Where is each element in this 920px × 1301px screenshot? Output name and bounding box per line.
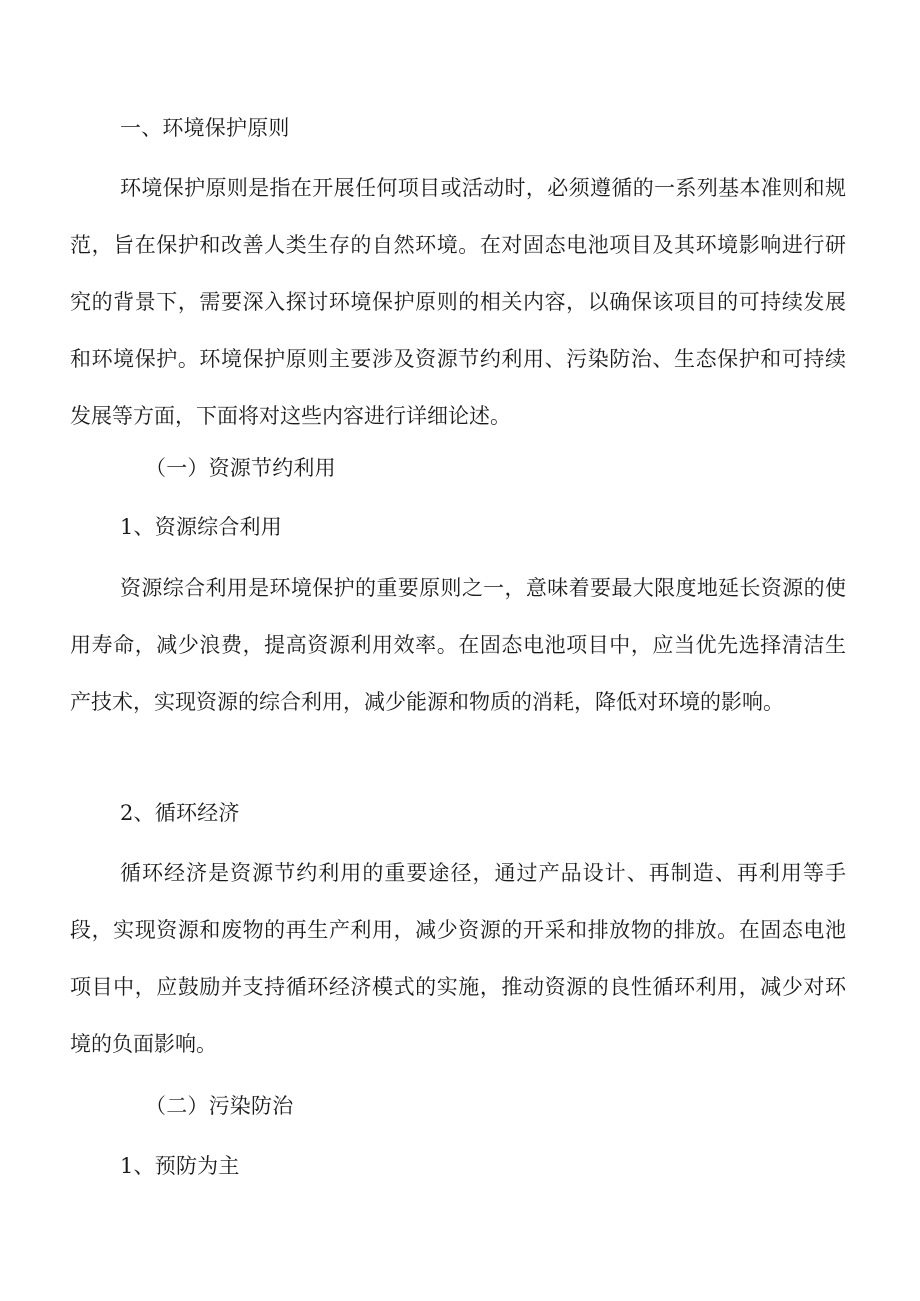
- item-heading-prevention: 1、预防为主: [120, 1154, 240, 1178]
- paragraph-circular-economy: 循环经济是资源节约利用的重要途径，通过产品设计、再制造、再利用等手段，实现资源和废物的再生产利用，减少资源的开采和排放物的排放。在固态电池项目中，应鼓励并支持循环经济模式的实施，推动资源的良性循环利用，减少对环境的负面影响。: [70, 861, 846, 1056]
- intro-paragraph: 环境保护原则是指在开展任何项目或活动时，必须遵循的一系列基本准则和规范，旨在保护和改善人类生存的自然环境。在对固态电池项目及其环境影响进行研究的背景下，需要深入探讨环境保护原则的相关内容，以确保该项目的可持续发展和环境保护。环境保护原则主要涉及资源节约利用、污染防治、生态保护和可持续发展等方面，下面将对这些内容进行详细论述。: [70, 176, 846, 428]
- item-heading-comprehensive-use: 1、资源综合利用: [120, 515, 282, 539]
- subsection-heading-resources: （一）资源节约利用: [145, 456, 336, 480]
- paragraph-comprehensive-use: 资源综合利用是环境保护的重要原则之一，意味着要最大限度地延长资源的使用寿命，减少浪费，提高资源利用效率。在固态电池项目中，应当优先选择清洁生产技术，实现资源的综合利用，减少能源和物质的消耗，降低对环境的影响。: [70, 576, 846, 714]
- section-heading: 一、环境保护原则: [120, 116, 290, 140]
- subsection-heading-pollution: （二）污染防治: [145, 1094, 294, 1118]
- item-heading-circular-economy: 2、循环经济: [120, 801, 240, 825]
